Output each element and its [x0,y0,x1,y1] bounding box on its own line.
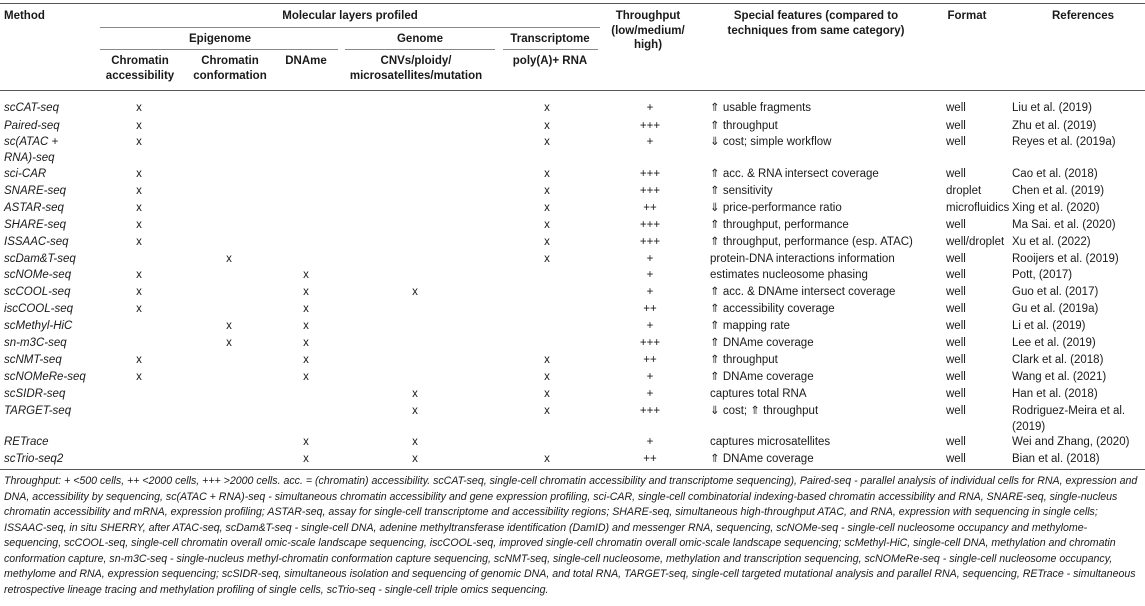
cell-accessibility: x [136,286,142,298]
cell-reference: Wei and Zhang, (2020) [1012,436,1130,448]
cell-special-feature: ⇑ DNAme coverage [710,371,814,383]
cell-reference: Guo et al. (2017) [1012,286,1099,298]
cell-polya-rna: x [544,120,550,132]
cell-format: well [946,371,966,383]
cell-throughput: + [646,371,654,383]
cell-special-feature: captures microsatellites [710,436,831,448]
genome-rule [345,49,495,50]
cell-throughput: +++ [639,337,661,349]
cell-format: well [946,269,966,281]
cell-special-feature: ⇑ acc. & DNAme intersect coverage [710,286,896,298]
cell-method: ASTAR-seq [4,202,64,214]
cell-method: iscCOOL-seq [4,303,74,315]
cell-throughput: + [646,286,654,298]
cell-method: scMethyl-HiC [4,320,73,332]
cell-dname: x [303,371,309,383]
cell-polya-rna: x [544,388,550,400]
table-bottom-rule [0,469,1145,470]
cell-format: well [946,354,966,366]
cell-reference: Liu et al. (2019) [1012,102,1092,114]
cell-method: sc(ATAC + [4,136,59,148]
cell-throughput: + [646,436,654,448]
cell-accessibility: x [136,219,142,231]
header-epigenome: Epigenome [189,33,251,45]
cell-method: scDam&T-seq [4,253,76,265]
cell-special-feature: ⇑ throughput, performance [710,219,849,231]
cell-reference: Xing et al. (2020) [1012,202,1100,214]
cell-accessibility: x [136,303,142,315]
header-cnv-line2: microsatellites/mutation [349,69,483,82]
cell-reference: Chen et al. (2019) [1012,185,1105,197]
cell-accessibility: x [136,168,142,180]
cell-polya-rna: x [544,354,550,366]
cell-throughput: + [646,388,654,400]
cell-special-feature: ⇑ sensitivity [710,185,773,197]
cell-format: well [946,337,966,349]
cell-polya-rna: x [544,405,550,417]
cell-cnv: x [412,286,418,298]
cell-polya-rna: x [544,185,550,197]
cell-accessibility: x [136,371,142,383]
cell-accessibility: x [136,236,142,248]
cell-reference: Zhu et al. (2019) [1012,120,1097,132]
cell-throughput: + [646,102,654,114]
cell-conformation: x [226,320,232,332]
header-chromatin-conformation [190,54,270,83]
cell-polya-rna: x [544,371,550,383]
header-molecular-layers: Molecular layers profiled [282,10,418,22]
cell-method-continued: RNA)-seq [4,152,55,164]
cell-reference: Bian et al. (2018) [1012,453,1100,465]
cell-method: SHARE-seq [4,219,66,231]
cell-format: microfluidics [946,202,1010,214]
cell-reference: Lee et al. (2019) [1012,337,1096,349]
top-rule [0,3,1145,4]
header-special-features-line1: Special features (compared to [733,10,899,22]
cell-method: scNOMe-seq [4,269,72,281]
cell-dname: x [303,354,309,366]
cell-format: well [946,253,966,265]
cell-special-feature: ⇑ acc. & RNA intersect coverage [710,168,879,180]
cell-throughput: +++ [639,168,661,180]
cell-special-feature: ⇑ mapping rate [710,320,790,332]
cell-accessibility: x [136,269,142,281]
cell-format: well [946,136,966,148]
header-references: References [1052,10,1115,22]
header-format: Format [947,10,987,22]
table-footnote: Throughput: + <500 cells, ++ <2000 cells, +++ >2000 cells. acc. = (chromatin) accessibility. scCAT-seq, single-cell chromatin accessibility and transcriptome sequencing), Paired-seq - parallel analysis of individual cells for RNA, expression and DNA, accessibility by sequencing, sc(ATAC + RNA)-seq - simultaneous chromatin accessibility and gene expression profiling, sci-CAR, single-cell combinatorial indexing-based chromatin accessibility and RNA, SNARE-seq, single-nucleus chromatin accessibility and mRNA, expression profiling; ASTAR-seq, assay for single-cell transcriptome and accessibility regions; SHARE-seq, simultaneous high-throughput ATAC, and RNA, expression with sequencing in single cells; ISSAAC-seq, in situ SHERRY, after ATAC-seq, scDam&T-seq - single-cell DNA, adenine methyltransferase identification (DamID) and messenger RNA, sequencing, scNOMe-seq - single-cell nucleosome occupancy and methylome-sequencing, scCOOL-seq, single-cell chromatin overall omic-scale landscape sequencing, iscCOOL-seq, improved single-cell chromatin overall omic-scale landscape sequencing; scMethyl-HiC, single-cell DNA, methylation and chromatin conformation capture, sn-m3C-seq - single-nucleus methyl-chromatin conformation capture sequencing, scNMT-seq, single-cell nucleosome, methylation and transcription sequencing, scNOMeRe-seq - single-cell nucleosome occupancy, methylome and RNA, expression sequencing; scSIDR-seq, simultaneous isolation and sequencing of genomic DNA, and total RNA, TARGET-seq, single-cell targeted mutational analysis and parallel RNA, sequencing, RETrace - simultaneous retrospective lineage tracing and methylation profiling of single cells, scTrio-seq - single-cell triple omics sequencing. [4,475,1138,596]
cell-throughput: ++ [643,303,657,315]
cell-method: sci-CAR [4,168,47,180]
header-chromatin-conformation-line2: conformation [193,69,267,82]
cell-reference: Gu et al. (2019a) [1012,303,1099,315]
cell-cnv: x [412,388,418,400]
cell-cnv: x [412,453,418,465]
cell-format: well [946,436,966,448]
transcriptome-rule [503,49,598,50]
cell-format: well/droplet [946,236,1005,248]
cell-accessibility: x [136,185,142,197]
cell-accessibility: x [136,202,142,214]
cell-throughput: + [646,136,654,148]
cell-method: scSIDR-seq [4,388,66,400]
cell-special-feature: ⇑ usable fragments [710,102,812,114]
header-cnv [340,54,492,83]
cell-format: well [946,168,966,180]
cell-accessibility: x [136,354,142,366]
cell-special-feature: ⇑ DNAme coverage [710,337,814,349]
cell-method: ISSAAC-seq [4,236,69,248]
cell-reference: Rooijers et al. (2019) [1012,253,1119,265]
cell-special-feature: ⇓ cost; simple workflow [710,136,832,148]
cell-throughput: ++ [643,202,657,214]
header-cnv-line1: CNVs/ploidy/ [380,55,452,67]
cell-polya-rna: x [544,253,550,265]
cell-reference: Pott, (2017) [1012,269,1073,281]
cell-polya-rna: x [544,202,550,214]
cell-reference: Reyes et al. (2019a) [1012,136,1116,148]
cell-special-feature: ⇓ price-performance ratio [710,202,842,214]
cell-format: well [946,453,966,465]
cell-throughput: ++ [643,453,657,465]
cell-polya-rna: x [544,168,550,180]
cell-polya-rna: x [544,453,550,465]
cell-cnv: x [412,436,418,448]
cell-method: scCOOL-seq [4,286,71,298]
cell-method: RETrace [4,436,49,448]
cell-throughput: + [646,320,654,332]
cell-throughput: + [646,269,654,281]
cell-reference: Rodriguez-Meira et al. [1012,405,1126,417]
cell-reference: Wang et al. (2021) [1012,371,1107,383]
cell-special-feature: ⇑ throughput [710,120,778,132]
cell-method: scNMT-seq [4,354,62,366]
cell-throughput: +++ [639,185,661,197]
cell-dname: x [303,436,309,448]
cell-reference: Clark et al. (2018) [1012,354,1104,366]
header-dname: DNAme [285,55,327,67]
header-throughput [604,9,692,53]
cell-special-feature: estimates nucleosome phasing [710,269,868,281]
cell-format: well [946,303,966,315]
cell-throughput: +++ [639,120,661,132]
cell-format: well [946,320,966,332]
cell-special-feature: captures total RNA [710,388,807,400]
cell-dname: x [303,303,309,315]
cell-method: SNARE-seq [4,185,66,197]
cell-format: droplet [946,185,982,197]
cell-throughput: + [646,253,654,265]
cell-special-feature: ⇑ throughput, performance (esp. ATAC) [710,236,913,248]
cell-polya-rna: x [544,236,550,248]
cell-method: sn-m3C-seq [4,337,67,349]
cell-accessibility: x [136,120,142,132]
cell-accessibility: x [136,102,142,114]
cell-polya-rna: x [544,102,550,114]
header-special-features [700,9,932,38]
cell-dname: x [303,337,309,349]
cell-method: scNOMeRe-seq [4,371,86,383]
header-genome: Genome [396,33,443,45]
cell-reference: Ma Sai. et al. (2020) [1012,219,1116,231]
cell-special-feature: ⇑ accessibility coverage [710,303,835,315]
cell-accessibility: x [136,136,142,148]
header-bottom-rule [0,90,1145,91]
cell-reference-continued: (2019) [1012,421,1046,433]
header-special-features-line2: techniques from same category) [727,24,905,37]
cell-throughput: ++ [643,354,657,366]
header-chromatin-accessibility-line1: Chromatin [111,55,169,67]
cell-format: well [946,219,966,231]
cell-reference: Cao et al. (2018) [1012,168,1098,180]
cell-format: well [946,405,966,417]
cell-throughput: +++ [639,405,661,417]
epigenome-rule [100,49,338,50]
cell-polya-rna: x [544,136,550,148]
cell-reference: Li et al. (2019) [1012,320,1086,332]
cell-method: scTrio-seq2 [4,453,64,465]
cell-format: well [946,388,966,400]
cell-method: scCAT-seq [4,102,59,114]
cell-format: well [946,102,966,114]
cell-reference: Xu et al. (2022) [1012,236,1091,248]
header-method: Method [4,10,45,22]
cell-method: TARGET-seq [4,405,72,417]
cell-special-feature: protein-DNA interactions information [710,253,895,265]
header-chromatin-conformation-line1: Chromatin [201,55,259,67]
cell-dname: x [303,269,309,281]
header-transcriptome: Transcriptome [510,33,590,45]
cell-special-feature: ⇑ DNAme coverage [710,453,814,465]
cell-dname: x [303,453,309,465]
cell-throughput: +++ [639,236,661,248]
cell-reference: Han et al. (2018) [1012,388,1098,400]
molecular-layers-rule [100,27,600,28]
header-throughput-line2: (low/medium/ [611,24,685,37]
header-polya-rna: poly(A)+ RNA [512,55,588,67]
cell-conformation: x [226,253,232,265]
cell-special-feature: ⇓ cost; ⇑ throughput [710,405,819,417]
cell-format: well [946,120,966,132]
cell-throughput: +++ [639,219,661,231]
cell-special-feature: ⇑ throughput [710,354,778,366]
cell-dname: x [303,286,309,298]
cell-format: well [946,286,966,298]
header-chromatin-accessibility [100,54,180,83]
cell-dname: x [303,320,309,332]
header-chromatin-accessibility-line2: accessibility [105,69,175,82]
cell-conformation: x [226,337,232,349]
cell-method: Paired-seq [4,120,60,132]
cell-polya-rna: x [544,219,550,231]
cell-cnv: x [412,405,418,417]
header-throughput-line1: Throughput [615,10,681,22]
header-throughput-line3: high) [633,39,663,51]
